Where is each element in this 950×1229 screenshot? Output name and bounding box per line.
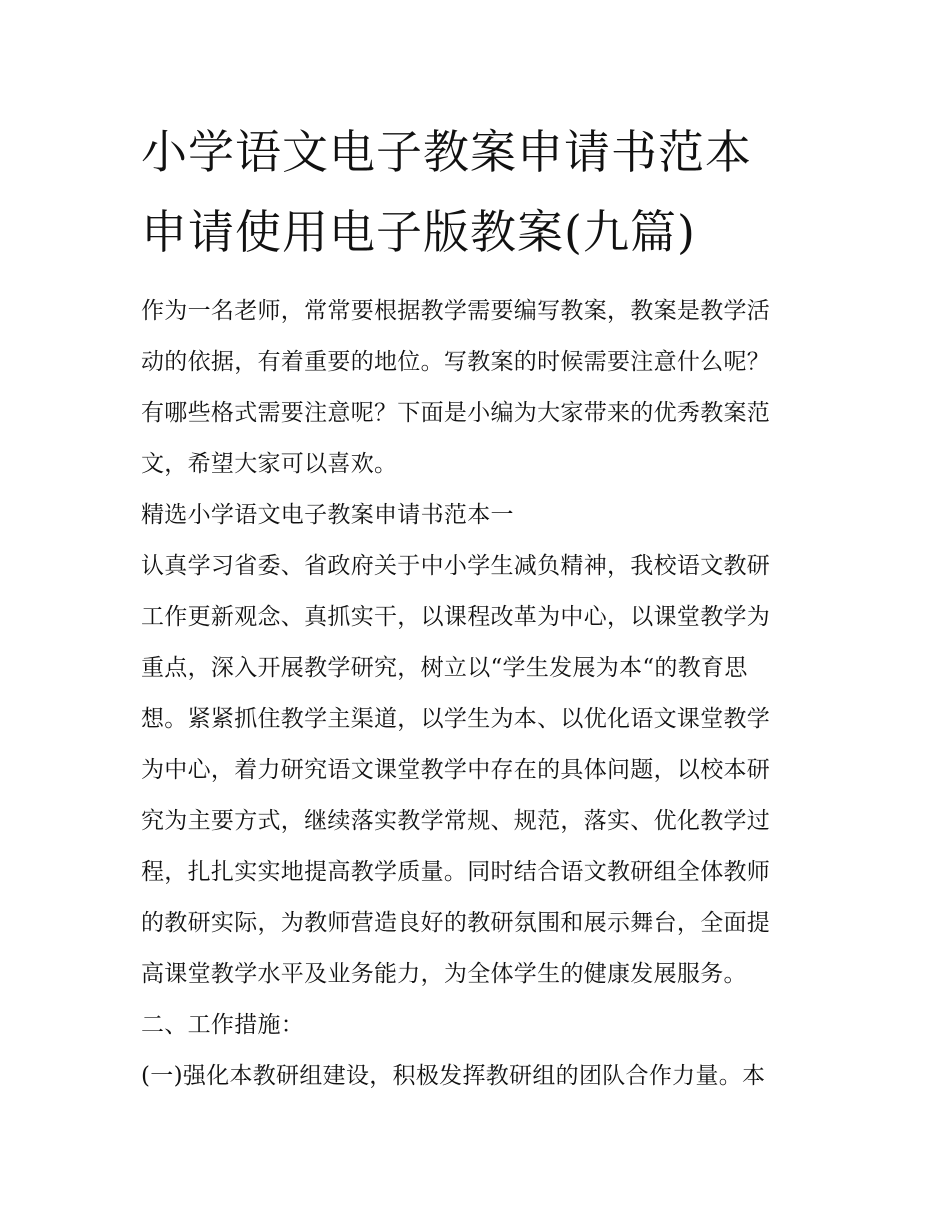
document-title-line-2: 申请使用电子版教案(九篇) <box>141 205 696 259</box>
body-line-16: (一)强化本教研组建设，积极发挥教研组的团队合作力量。本 <box>141 1063 766 1089</box>
body-line-6: 认真学习省委、省政府关于中小学生减负精神，我校语文教研 <box>141 553 771 579</box>
body-line-10: 为中心，着力研究语文课堂教学中存在的具体问题，以校本研 <box>141 757 771 783</box>
body-line-2: 动的依据，有着重要的地位。写教案的时候需要注意什么呢？ <box>141 349 771 375</box>
document-body <box>141 286 821 1102</box>
section-heading-1: 精选小学语文电子教案申请书范本一 <box>141 502 514 528</box>
body-line-4: 文，希望大家可以喜欢。 <box>141 451 398 477</box>
body-line-9: 想。紧紧抓住教学主渠道，以学生为本、以优化语文课堂教学 <box>141 706 771 732</box>
body-line-12: 程，扎扎实实地提高教学质量。同时结合语文教研组全体教师 <box>141 859 771 885</box>
body-line-1: 作为一名老师，常常要根据教学需要编写教案，教案是教学活 <box>141 298 771 324</box>
body-line-11: 究为主要方式，继续落实教学常规、规范，落实、优化教学过 <box>141 808 771 834</box>
section-heading-2: 二、工作措施： <box>141 1012 305 1038</box>
body-line-13: 的教研实际，为教师营造良好的教研氛围和展示舞台，全面提 <box>141 910 771 936</box>
body-line-7: 工作更新观念、真抓实干，以课程改革为中心，以课堂教学为 <box>141 604 771 630</box>
document-content <box>141 112 821 1102</box>
body-line-3: 有哪些格式需要注意呢？下面是小编为大家带来的优秀教案范 <box>141 400 771 426</box>
body-line-8: 重点，深入开展教学研究，树立以“学生发展为本“的教育思 <box>141 655 748 681</box>
body-line-14: 高课堂教学水平及业务能力，为全体学生的健康发展服务。 <box>141 961 747 987</box>
document-title-line-1: 小学语文电子教案申请书范本 <box>141 125 752 179</box>
